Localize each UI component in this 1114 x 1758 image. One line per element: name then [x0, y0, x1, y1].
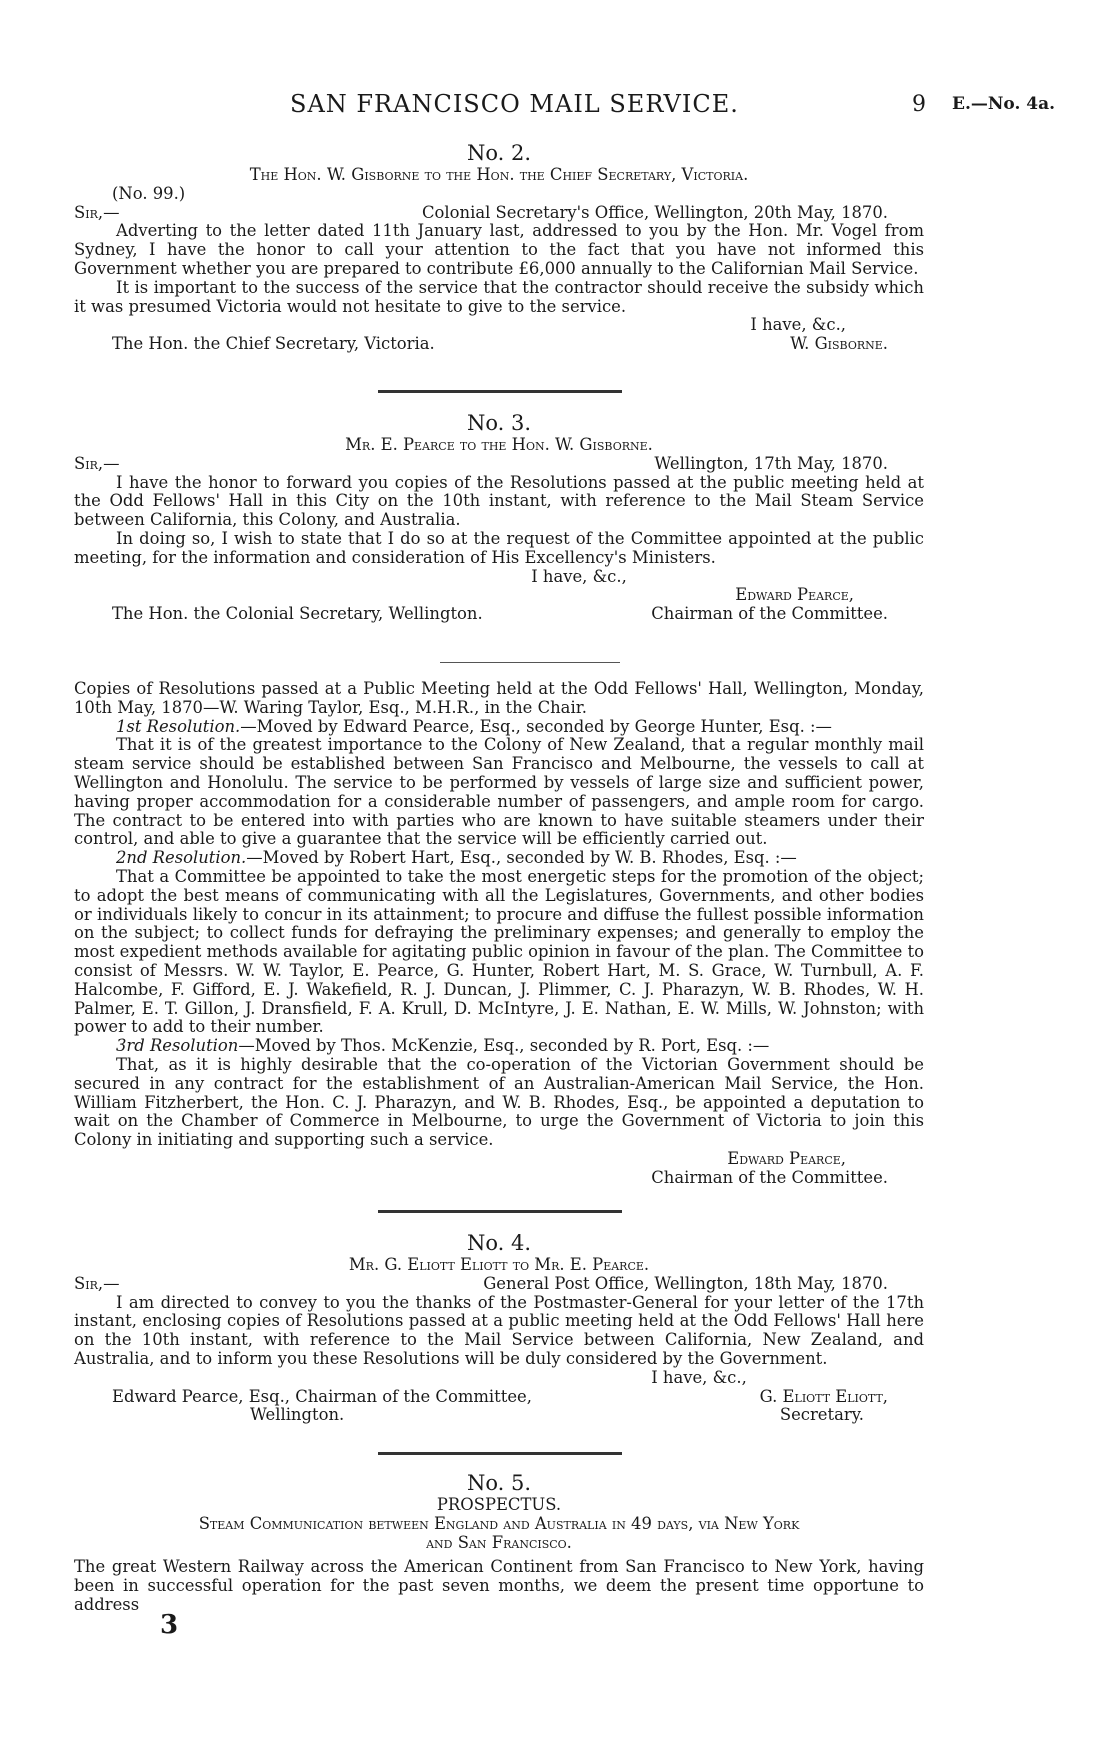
signature: Edward Pearce, — [727, 1148, 846, 1168]
letter-heading: The Hon. W. Gisborne to the Hon. the Chief Secretary, Victoria. — [249, 165, 749, 184]
prospectus-subheading: Steam Communication between England and Australia in 49 days, via New York — [198, 1513, 800, 1533]
addressee: The Hon. the Chief Secretary, Victoria. — [112, 334, 435, 354]
signature: W. Gisborne. — [790, 334, 888, 354]
salutation: Sir,— — [74, 202, 120, 222]
resolutions — [74, 680, 924, 1188]
resolution-label: 2nd Resolution. — [116, 848, 247, 868]
resolution-label: 3rd Resolution — [116, 1036, 239, 1056]
signature-title: Chairman of the Committee. — [651, 1167, 888, 1187]
signature: Edward Pearce, — [735, 585, 854, 605]
running-title: SAN FRANCISCO MAIL SERVICE. — [290, 90, 739, 118]
letter-number: No. 3. — [466, 411, 532, 435]
dateline: Wellington, 17th May, 1870. — [654, 453, 888, 473]
letter-number: No. 5. — [466, 1471, 532, 1495]
resolutions-intro: Copies of Resolutions passed at a Public Meeting held at the Odd Fellows' Hall, Wellington, Monday, 10th May, 1870—W. Waring Taylor, Esq., M.H.R., in the Chair. — [74, 679, 924, 717]
letter-number: No. 4. — [466, 1231, 532, 1255]
resolution-text: That a Committee be appointed to take the most energetic steps for the promotion of the object; to adopt the best means of communicating with all the Legislatures, Governments, and other bodies or individuals likely to concur in its attainment; to procure and diffuse the fullest possible information on the subject; to collect funds for defraying the preliminary expenses; and generally to employ the most expedient methods available for agitating public opinion in favour of the plan. The Committee to consist of Messrs. W. W. Taylor, E. Pearce, G. Hunter, Robert Hart, M. S. Grace, W. Turnbull, A. F. Halcombe, F. Gifford, E. J. Wakefield, R. J. Duncan, J. Plimmer, C. J. Pharazyn, W. B. Rhodes, W. H. Palmer, E. T. Gillon, J. Dransfield, F. A. Krull, D. McIntyre, J. E. Nathan, E. W. Mills, W. Johnston; with power to add to their number. — [74, 866, 924, 1037]
closing: I have, &c., — [750, 315, 846, 335]
letter-ref: (No. 99.) — [112, 183, 186, 203]
paragraph: Adverting to the letter dated 11th January last, addressed to you by the Hon. Mr. Vogel from Sydney, I have the honor to call your attention to the fact that you have not informed this Government whether you are prepared to contribute £6,000 annually to the Californian Mail Service. — [74, 221, 924, 278]
paragraph: In doing so, I wish to state that I do so at the request of the Committee appointed at the public meeting, for the information and consideration of His Excellency's Ministers. — [74, 528, 924, 567]
closing: I have, &c., — [651, 1367, 747, 1387]
letter-no-4 — [74, 1230, 924, 1425]
addressee: Edward Pearce, Esq., Chairman of the Committee, — [112, 1386, 532, 1406]
dateline: General Post Office, Wellington, 18th May, 1870. — [483, 1273, 888, 1293]
resolution-mover: —Moved by Robert Hart, Esq., seconded by W. B. Rhodes, Esq. :— — [246, 848, 797, 868]
section-rule — [378, 1452, 622, 1455]
paragraph: It is important to the success of the service that the contractor should receive the subsidy which it was presumed Victoria would not hesitate to give to the service. — [74, 277, 924, 316]
signature-mark: 3 — [160, 1610, 179, 1640]
paper-reference: E.—No. 4a. — [952, 94, 1056, 114]
prospectus-subheading: and San Francisco. — [426, 1532, 572, 1552]
paragraph: I have the honor to forward you copies of the Resolutions passed at the public meeting held at the Odd Fellows' Hall in this City on the 10th instant, with reference to the Mail Steam Service between California, this Colony, and Australia. — [74, 472, 924, 530]
letter-heading: Mr. G. Eliott Eliott to Mr. E. Pearce. — [348, 1255, 650, 1274]
salutation: Sir,— — [74, 453, 120, 473]
letter-number: No. 2. — [466, 141, 532, 165]
addressee: Wellington. — [250, 1405, 345, 1425]
addressee: The Hon. the Colonial Secretary, Wellington. — [112, 604, 483, 624]
signature-title: Secretary. — [779, 1405, 864, 1425]
letter-no-2 — [74, 140, 924, 354]
resolution-mover: —Moved by Thos. McKenzie, Esq., seconded by R. Port, Esq. :— — [238, 1036, 770, 1056]
letter-no-5 — [74, 1470, 924, 1615]
prospectus-heading: PROSPECTUS. — [436, 1495, 562, 1514]
dateline: Colonial Secretary's Office, Wellington, 20th May, 1870. — [422, 202, 888, 222]
section-rule — [378, 390, 622, 393]
section-rule — [440, 662, 620, 663]
signature: G. Eliott Eliott, — [759, 1386, 888, 1406]
resolution-mover: —Moved by Edward Pearce, Esq., seconded by George Hunter, Esq. :— — [240, 716, 832, 736]
resolution-text: That it is of the greatest importance to the Colony of New Zealand, that a regular monthly mail steam service should be established between San Francisco and Melbourne, the vessels to call at Wellington and Honolulu. The service to be performed by vessels of large size and sufficient power, having proper accommodation for a considerable number of passengers, and ample room for cargo. The contract to be entered into with parties who are known to have suitable steamers under their control, and able to give a guarantee that the service will be efficiently carried out. — [74, 735, 924, 849]
resolution-text: That, as it is highly desirable that the co-operation of the Victorian Government should be secured in any contract for the establishment of an Australian-American Mail Service, the Hon. William Fitzherbert, the Hon. C. J. Pharazyn, and W. B. Rhodes, Esq., be appointed a deputation to wait on the Chamber of Commerce in Melbourne, to urge the Government of Victoria to join this Colony in initiating and supporting such a service. — [74, 1054, 924, 1150]
section-rule — [378, 1210, 622, 1213]
paragraph: The great Western Railway across the American Continent from San Francisco to New York, having been in successful operation for the past seven months, we deem the present time opportune to address — [74, 1557, 924, 1614]
page-number: 9 — [912, 92, 926, 117]
resolution-label: 1st Resolution. — [116, 716, 241, 736]
signature-title: Chairman of the Committee. — [651, 604, 888, 624]
closing: I have, &c., — [531, 566, 627, 586]
paragraph: I am directed to convey to you the thanks of the Postmaster-General for your letter of the 17th instant, enclosing copies of Resolutions passed at a public meeting held at the Odd Fellows' Hall here on the 10th instant, with reference to the Mail Service between California, New Zealand, and Australia, and to inform you these Resolutions will be duly considered by the Government. — [74, 1292, 924, 1368]
salutation: Sir,— — [74, 1273, 120, 1293]
letter-no-3 — [74, 410, 924, 624]
letter-heading: Mr. E. Pearce to the Hon. W. Gisborne. — [345, 435, 653, 454]
